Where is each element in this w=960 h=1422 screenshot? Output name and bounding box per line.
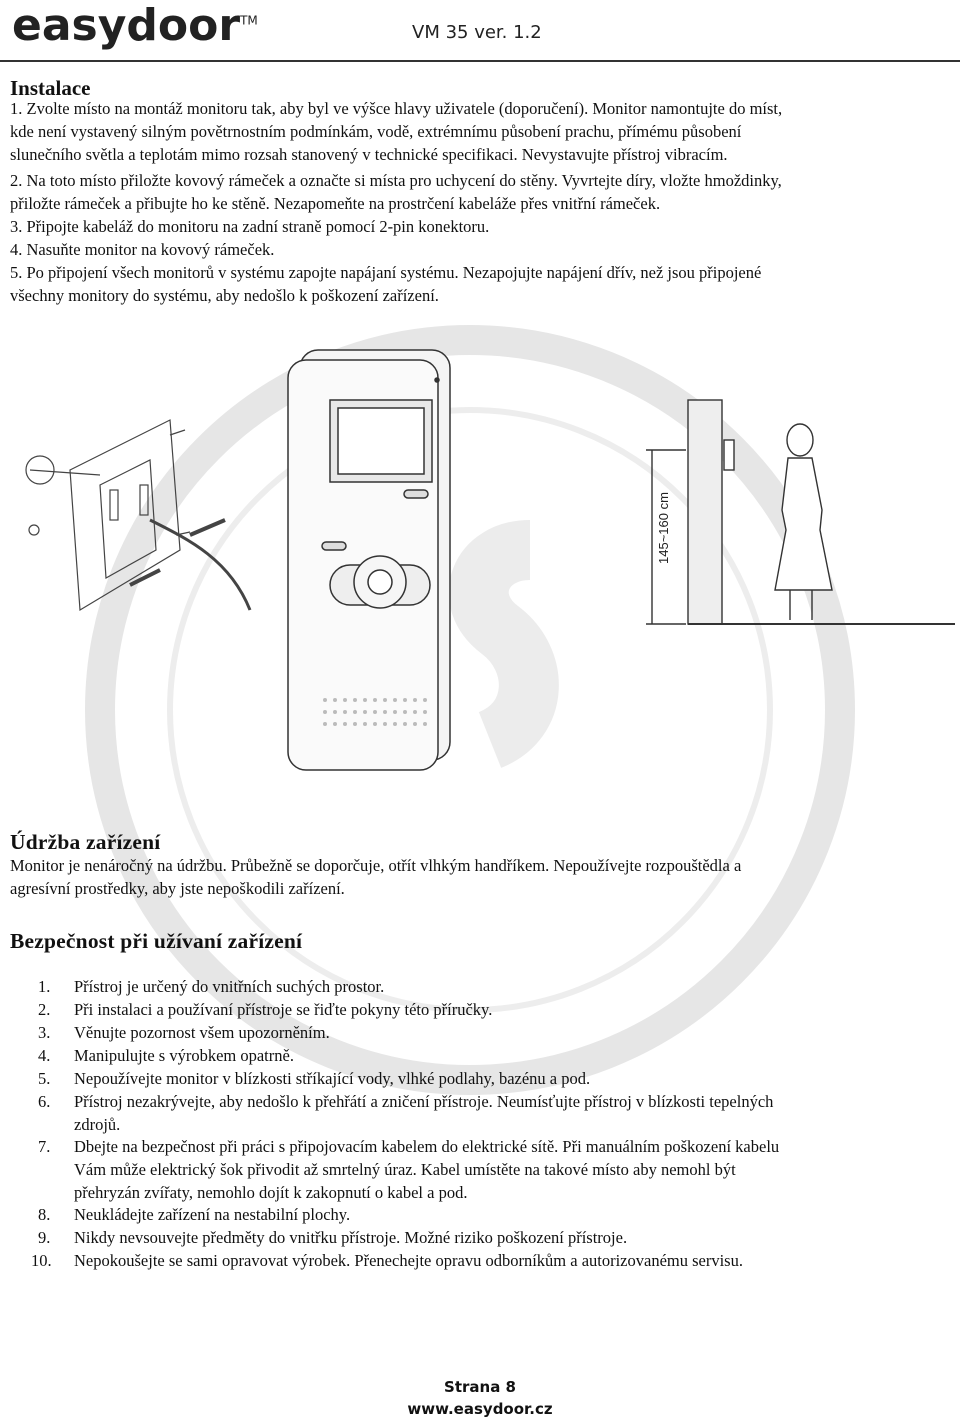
section-title-maintenance: Údržba zařízení xyxy=(10,830,161,854)
install-line: 2. Na toto místo přiložte kovový rámeček a označte si místa pro uchycení do stěny. Vyvrtejte díry, vložte hmoždinky, xyxy=(10,171,782,190)
install-line: 5. Po připojení všech monitorů v systému zapojte napájaní systému. Nezapojujte napájení dřív, než jsou připojené xyxy=(10,263,762,282)
install-line: kde není vystavený silným povětrnostním podmínkám, vodě, extrémnímu působení prachu, přímému působení xyxy=(10,122,742,141)
document-version: VM 35 ver. 1.2 xyxy=(412,22,542,43)
list-item-number: 4. xyxy=(38,1046,51,1065)
list-item-continuation: Vám může elektrický šok přivodit až smrtelný úraz. Kabel umístěte na takové místo aby nemohl být xyxy=(74,1160,736,1179)
height-label: 145~160 cm xyxy=(656,492,671,564)
install-line: přiložte rámeček a přibujte ho ke stěně. Nezapomeňte na prostrčení kabeláže přes vnitřní rámeček. xyxy=(10,194,661,213)
section-title-safety: Bezpečnost při užívaní zařízení xyxy=(10,929,303,953)
list-item: Při instalaci a používaní přístroje se řiďte pokyny této příručky. xyxy=(74,1000,493,1019)
install-line: slunečního světla a teplotám mimo rozsah stanovený v technické specifikaci. Nevystavujte přístroj vibracím. xyxy=(10,145,728,164)
list-item-number: 8. xyxy=(38,1205,51,1224)
wall-bracket-drawing xyxy=(26,420,250,610)
height-diagram xyxy=(646,400,955,624)
logo-trademark: TM xyxy=(240,13,258,28)
list-item: Dbejte na bezpečnost při práci s připojovacím kabelem do elektrické sítě. Při manuálním poškození kabelu xyxy=(74,1137,780,1156)
install-line: všechny monitory do systému, aby nedošlo k poškození zařízení. xyxy=(10,286,439,305)
list-item-number: 5. xyxy=(38,1069,51,1088)
list-item-number: 10. xyxy=(31,1251,52,1270)
footer-website: www.easydoor.cz xyxy=(407,1400,553,1418)
list-item: Věnujte pozornost všem upozorněním. xyxy=(74,1023,330,1042)
section-title-install: Instalace xyxy=(10,76,91,100)
header-divider xyxy=(0,60,960,62)
page-number: Strana 8 xyxy=(444,1378,516,1396)
list-item-number: 3. xyxy=(38,1023,51,1042)
list-item-number: 7. xyxy=(38,1137,51,1156)
logo-text: easydoor xyxy=(12,0,241,51)
monitor-drawing xyxy=(288,350,450,770)
maintenance-line: agresívní prostředky, aby jste nepoškodili zařízení. xyxy=(10,879,345,898)
list-item-number: 1. xyxy=(38,977,51,996)
list-item: Nepoužívejte monitor v blízkosti stříkající vody, vlhké podlahy, bazénu a pod. xyxy=(74,1069,591,1088)
list-item-continuation: přehryzán zvířaty, nemohlo dojít k zakopnutí o kabel a pod. xyxy=(74,1183,468,1202)
list-item: Nikdy nevsouvejte předměty do vnitřku přístroje. Možné riziko poškození přístroje. xyxy=(74,1228,628,1247)
list-item: Manipulujte s výrobkem opatrně. xyxy=(74,1046,294,1065)
list-item: Neukládejte zařízení na nestabilní plochy. xyxy=(74,1205,351,1224)
list-item: Přístroj nezakrývejte, aby nedošlo k přehřátí a zničení přístroje. Neumísťujte přístroj v blízkosti tepelných xyxy=(74,1092,774,1111)
installation-illustration xyxy=(0,320,960,820)
install-line: 3. Připojte kabeláž do monitoru na zadní straně pomocí 2-pin konektoru. xyxy=(10,217,490,236)
list-item: Nepokoušejte se sami opravovat výrobek. Přenechejte opravu odborníkům a autorizovanému servisu. xyxy=(74,1251,743,1270)
install-line: 1. Zvolte místo na montáž monitoru tak, aby byl ve výšce hlavy uživatele (doporučení). Monitor namontujte do míst, xyxy=(10,99,783,118)
list-item-number: 2. xyxy=(38,1000,51,1019)
easydoor-logo xyxy=(12,0,258,51)
list-item: Přístroj je určený do vnitřních suchých prostor. xyxy=(74,977,385,996)
install-line: 4. Nasuňte monitor na kovový rámeček. xyxy=(10,240,275,259)
list-item-number: 6. xyxy=(38,1092,51,1111)
maintenance-line: Monitor je nenáročný na údržbu. Průbežně se doporčuje, otřít vlhkým handříkem. Nepoužívejte rozpouštědla a xyxy=(10,856,742,875)
list-item-number: 9. xyxy=(38,1228,51,1247)
list-item-continuation: zdrojů. xyxy=(74,1115,121,1134)
